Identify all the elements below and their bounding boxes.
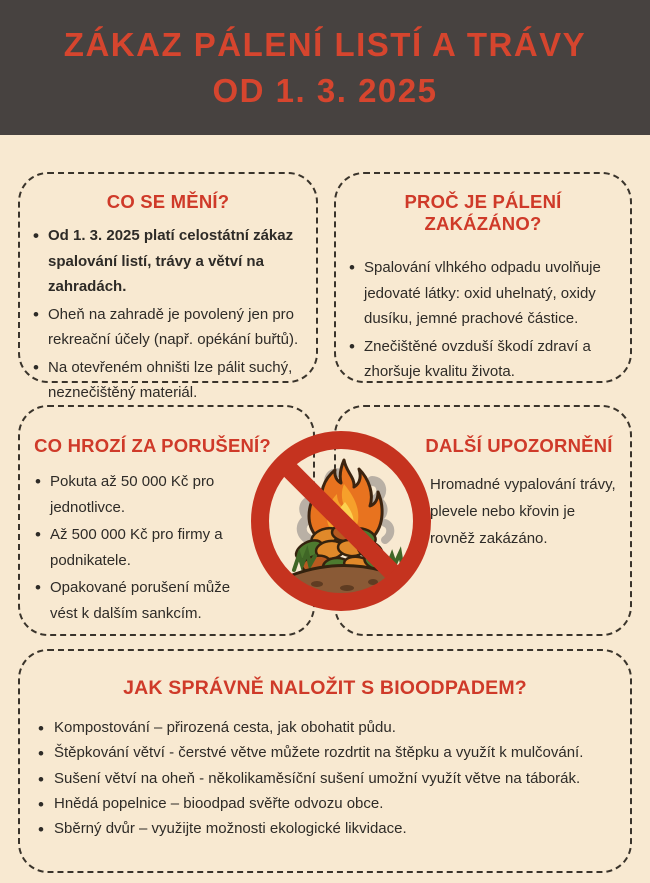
list-item: • Štěpkování větví - čerstvé větve můžete rozdrtit na štěpku a využít k mulčování. [38, 741, 626, 765]
list-item: • Na otevřeném ohništi lze pálit suchý, neznečištěný materiál. [33, 355, 304, 406]
other-warning-text: Hromadné vypalování trávy, plevele nebo křovin je rovněž zakázáno. [430, 476, 616, 547]
list-item: • Znečištěné ovzduší škodí zdraví a zhoršuje kvalitu života. [349, 334, 618, 385]
list-item: • Kompostování – přirozená cesta, jak obohatit půdu. [38, 716, 626, 740]
poster-title-line2: OD 1. 3. 2025 [212, 72, 438, 109]
list-item: • Až 500 000 Kč pro firmy a podnikatele. [35, 522, 247, 573]
list-item: • Sběrný dvůr – využijte možnosti ekologické likvidace. [38, 817, 626, 841]
list-item: • Opakované porušení může vést k dalším sankcím. [35, 575, 247, 626]
bioodpad-list [20, 716, 630, 841]
why-banned-list [336, 255, 630, 385]
list-item: • Sušení větví na oheň - několikaměsíční sušení umožní využít větve na táborák. [38, 767, 626, 791]
list-item: • Spalování vlhkého odpadu uvolňuje jedovaté látky: oxid uhelnatý, oxidy dusíku, jemné prachové částice. [349, 255, 618, 332]
section-bioodpad-title: JAK SPRÁVNĚ NALOŽIT S BIOODPADEM? [123, 677, 527, 699]
changes-list [20, 223, 316, 406]
section-changes [18, 172, 318, 401]
poster-title-line1: ZÁKAZ PÁLENÍ LISTÍ A TRÁVY [63, 26, 587, 63]
list-item: • Oheň na zahradě je povolený jen pro rekreační účely (např. opékání buřtů). [33, 302, 304, 353]
section-penalties-title: CO HROZÍ ZA PORUŠENÍ? [34, 435, 271, 456]
poster-header [0, 0, 650, 135]
section-other-warning-title: DALŠÍ UPOZORNĚNÍ [425, 435, 613, 456]
section-changes-title: CO SE MĚNÍ? [106, 191, 230, 212]
list-item: • Od 1. 3. 2025 platí celostátní zákaz spalování listí, trávy a větví na zahradách. [33, 223, 304, 300]
section-why-banned [334, 172, 632, 383]
no-burning-icon [247, 424, 435, 612]
list-item: • Pokuta až 50 000 Kč pro jednotlivce. [35, 469, 247, 520]
section-why-banned-title: PROČ JE PÁLENÍ ZAKÁZÁNO? [404, 191, 562, 234]
section-bioodpad [18, 649, 632, 873]
list-item: • Hnědá popelnice – bioodpad svěřte odvozu obce. [38, 792, 626, 816]
